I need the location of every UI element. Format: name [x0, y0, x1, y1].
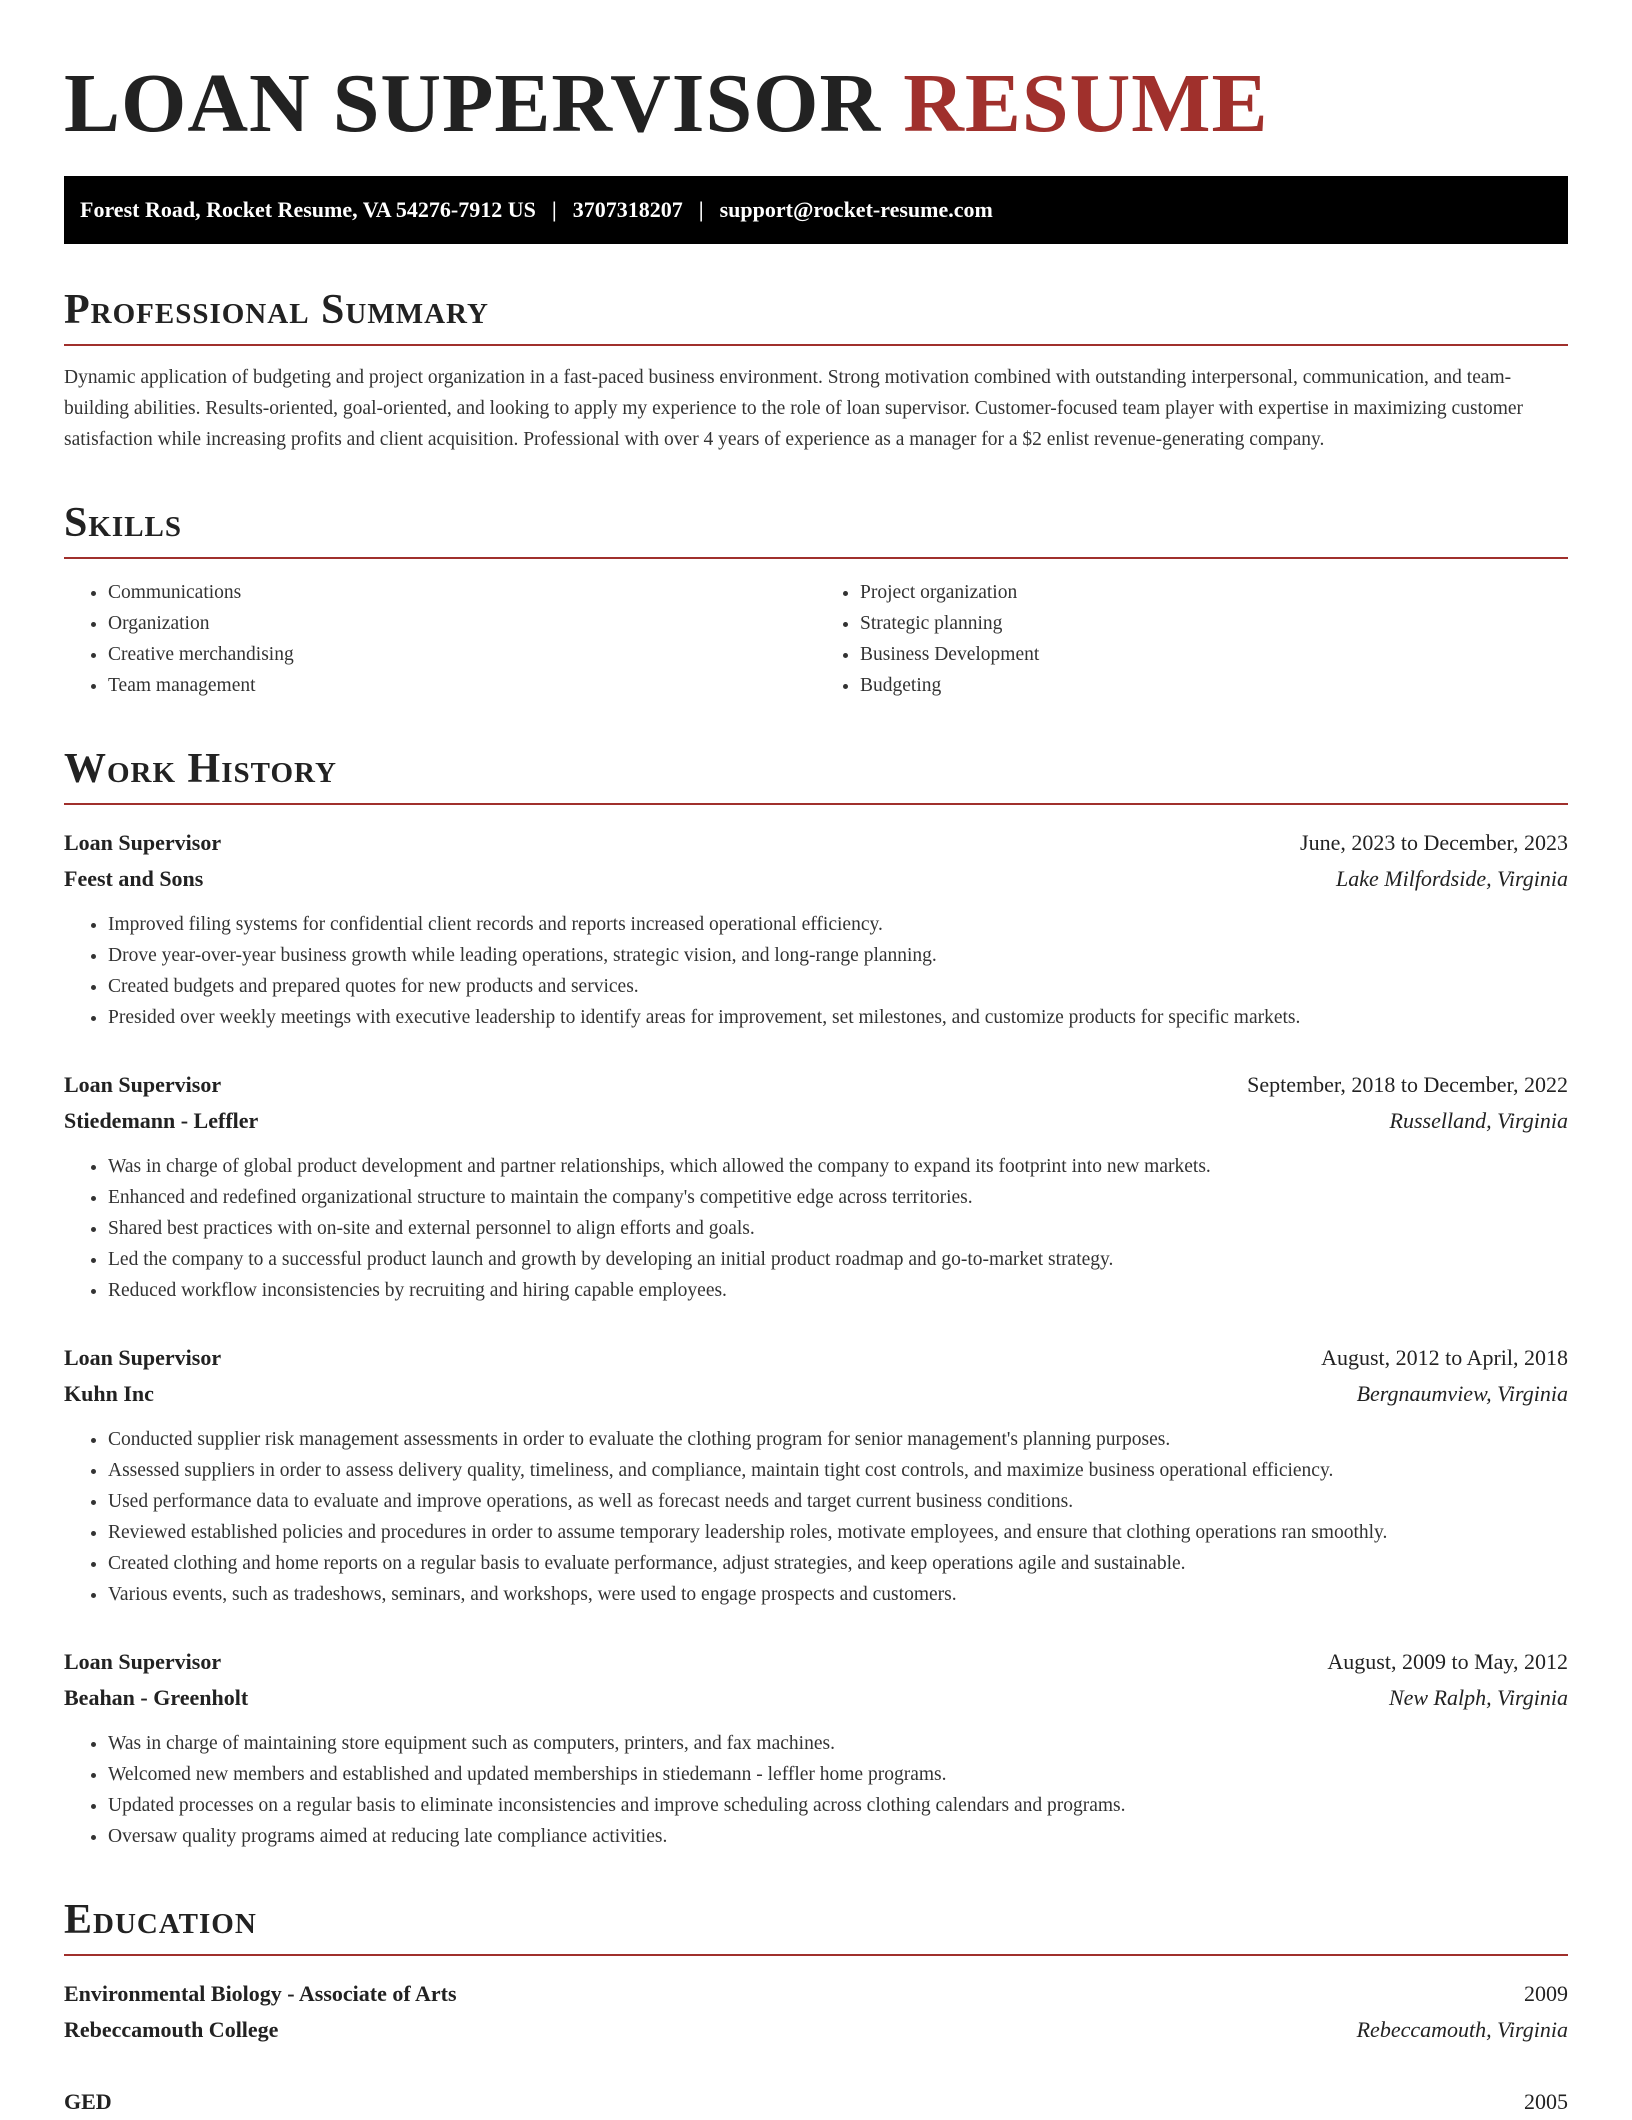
- contact-phone: 3707318207: [572, 197, 683, 222]
- education-school-row: [64, 2012, 1568, 2048]
- summary-section: [64, 282, 1568, 455]
- contact-separator: |: [698, 197, 704, 222]
- education-school: Rebeccamouth College: [64, 2017, 279, 2042]
- job-company: Kuhn Inc: [64, 1381, 154, 1406]
- job-bullet: • Led the company to a successful product launch and growth by developing an initial product roadmap and go-to-market strategy.: [108, 1244, 1568, 1275]
- job-bullet: • Oversaw quality programs aimed at reducing late compliance activities.: [108, 1821, 1568, 1852]
- job-bullet: • Was in charge of global product development and partner relationships, which allowed the company to expand its footprint into new markets.: [108, 1151, 1568, 1182]
- job-location: Bergnaumview, Virginia: [1356, 1381, 1568, 1406]
- skills-column-right: [816, 577, 1568, 701]
- education-header-row: [64, 1976, 1568, 2012]
- job-location: New Ralph, Virginia: [1388, 1685, 1568, 1710]
- skill-item: • Team management: [108, 670, 816, 701]
- job-bullet: • Enhanced and redefined organizational structure to maintain the company's competitive edge across territories.: [108, 1182, 1568, 1213]
- education-degree: GED: [64, 2089, 112, 2114]
- education-location: Rebeccamouth, Virginia: [1356, 2017, 1568, 2042]
- job-entry: [64, 1340, 1568, 1610]
- job-bullets: [64, 1728, 1568, 1852]
- job-bullet: • Reduced workflow inconsistencies by recruiting and hiring capable employees.: [108, 1275, 1568, 1306]
- job-bullets: [64, 1151, 1568, 1306]
- job-bullets: [64, 1424, 1568, 1610]
- skill-item: • Communications: [108, 577, 816, 608]
- job-entry: [64, 1067, 1568, 1306]
- contact-separator: |: [551, 197, 557, 222]
- job-company: Feest and Sons: [64, 866, 204, 891]
- skills-list: [64, 577, 1568, 701]
- skill-item: • Creative merchandising: [108, 639, 816, 670]
- job-bullet: • Reviewed established policies and procedures in order to assume temporary leadership roles, motivate employees, and ensure that clothing operations ran smoothly.: [108, 1517, 1568, 1548]
- job-dates: August, 2012 to April, 2018: [1321, 1345, 1568, 1370]
- work-history-heading: Work History: [64, 741, 1568, 805]
- skill-item: • Project organization: [860, 577, 1568, 608]
- job-bullet: • Presided over weekly meetings with executive leadership to identify areas for improvement, set milestones, and customize products for specific markets.: [108, 1002, 1568, 1033]
- title-accent: RESUME: [903, 57, 1269, 150]
- job-header-row: [64, 1067, 1568, 1103]
- job-header-row: [64, 1340, 1568, 1376]
- job-dates: August, 2009 to May, 2012: [1327, 1649, 1568, 1674]
- job-company-row: [64, 1376, 1568, 1412]
- job-bullet: • Conducted supplier risk management assessments in order to evaluate the clothing program for senior management's planning purposes.: [108, 1424, 1568, 1455]
- skill-item: • Strategic planning: [860, 608, 1568, 639]
- job-bullet: • Created clothing and home reports on a regular basis to evaluate performance, adjust strategies, and keep operations agile and sustainable.: [108, 1548, 1568, 1579]
- job-title: Loan Supervisor: [64, 1072, 222, 1097]
- job-company: Beahan - Greenholt: [64, 1685, 249, 1710]
- job-company-row: [64, 1680, 1568, 1716]
- job-header-row: [64, 825, 1568, 861]
- page-title: [64, 0, 1568, 152]
- job-bullet: • Improved filing systems for confidential client records and reports increased operational efficiency.: [108, 909, 1568, 940]
- job-bullet: • Various events, such as tradeshows, seminars, and workshops, were used to engage prospects and customers.: [108, 1579, 1568, 1610]
- job-bullet: • Was in charge of maintaining store equipment such as computers, printers, and fax machines.: [108, 1728, 1568, 1759]
- skill-item: • Business Development: [860, 639, 1568, 670]
- job-title: Loan Supervisor: [64, 830, 222, 855]
- education-heading: Education: [64, 1892, 1568, 1956]
- job-company-row: [64, 1103, 1568, 1139]
- summary-heading: Professional Summary: [64, 282, 1568, 346]
- education-degree: Environmental Biology - Associate of Arts: [64, 1981, 457, 2006]
- job-bullet: • Drove year-over-year business growth while leading operations, strategic vision, and long-range planning.: [108, 940, 1568, 971]
- job-bullet: • Used performance data to evaluate and improve operations, as well as forecast needs and target current business conditions.: [108, 1486, 1568, 1517]
- job-bullet: • Welcomed new members and established and updated memberships in stiedemann - leffler home programs.: [108, 1759, 1568, 1790]
- education-entry: [64, 2084, 1568, 2120]
- job-bullet: • Updated processes on a regular basis to eliminate inconsistencies and improve scheduling across clothing calendars and programs.: [108, 1790, 1568, 1821]
- skills-section: [64, 495, 1568, 701]
- skill-item: • Organization: [108, 608, 816, 639]
- contact-email: support@rocket-resume.com: [719, 197, 993, 222]
- job-location: Russelland, Virginia: [1389, 1108, 1568, 1133]
- skills-heading: Skills: [64, 495, 1568, 559]
- job-entry: [64, 825, 1568, 1033]
- job-company-row: [64, 861, 1568, 897]
- job-bullet: • Shared best practices with on-site and external personnel to align efforts and goals.: [108, 1213, 1568, 1244]
- job-entry: [64, 1644, 1568, 1852]
- contact-address: Forest Road, Rocket Resume, VA 54276-7912 US: [80, 197, 536, 222]
- title-main: LOAN SUPERVISOR: [64, 57, 882, 150]
- job-title: Loan Supervisor: [64, 1345, 222, 1370]
- job-company: Stiedemann - Leffler: [64, 1108, 259, 1133]
- job-bullets: [64, 909, 1568, 1033]
- education-header-row: [64, 2084, 1568, 2120]
- skill-item: • Budgeting: [860, 670, 1568, 701]
- summary-text: Dynamic application of budgeting and project organization in a fast-paced business environment. Strong motivation combined with outstanding interpersonal, communication, and team-building abilities. Results-oriented, goal-oriented, and looking to apply my experience to the role of loan supervisor. Customer-focused team player with expertise in maximizing customer satisfaction while increasing profits and client acquisition. Professional with over 4 years of experience as a manager for a $2 enlist revenue-generating company.: [64, 367, 1524, 450]
- skills-column-left: [64, 577, 816, 701]
- work-history-section: [64, 741, 1568, 1852]
- job-bullet: • Assessed suppliers in order to assess delivery quality, timeliness, and compliance, maintain tight cost controls, and maximize business operational efficiency.: [108, 1455, 1568, 1486]
- contact-bar: [64, 176, 1568, 244]
- job-title: Loan Supervisor: [64, 1649, 222, 1674]
- job-dates: September, 2018 to December, 2022: [1247, 1072, 1568, 1097]
- job-dates: June, 2023 to December, 2023: [1300, 830, 1568, 855]
- education-year: 2009: [1524, 1981, 1568, 2006]
- job-bullet: • Created budgets and prepared quotes for new products and services.: [108, 971, 1568, 1002]
- job-location: Lake Milfordside, Virginia: [1336, 866, 1568, 891]
- education-year: 2005: [1524, 2089, 1568, 2114]
- education-section: [64, 1892, 1568, 2120]
- education-entry: [64, 1976, 1568, 2048]
- job-header-row: [64, 1644, 1568, 1680]
